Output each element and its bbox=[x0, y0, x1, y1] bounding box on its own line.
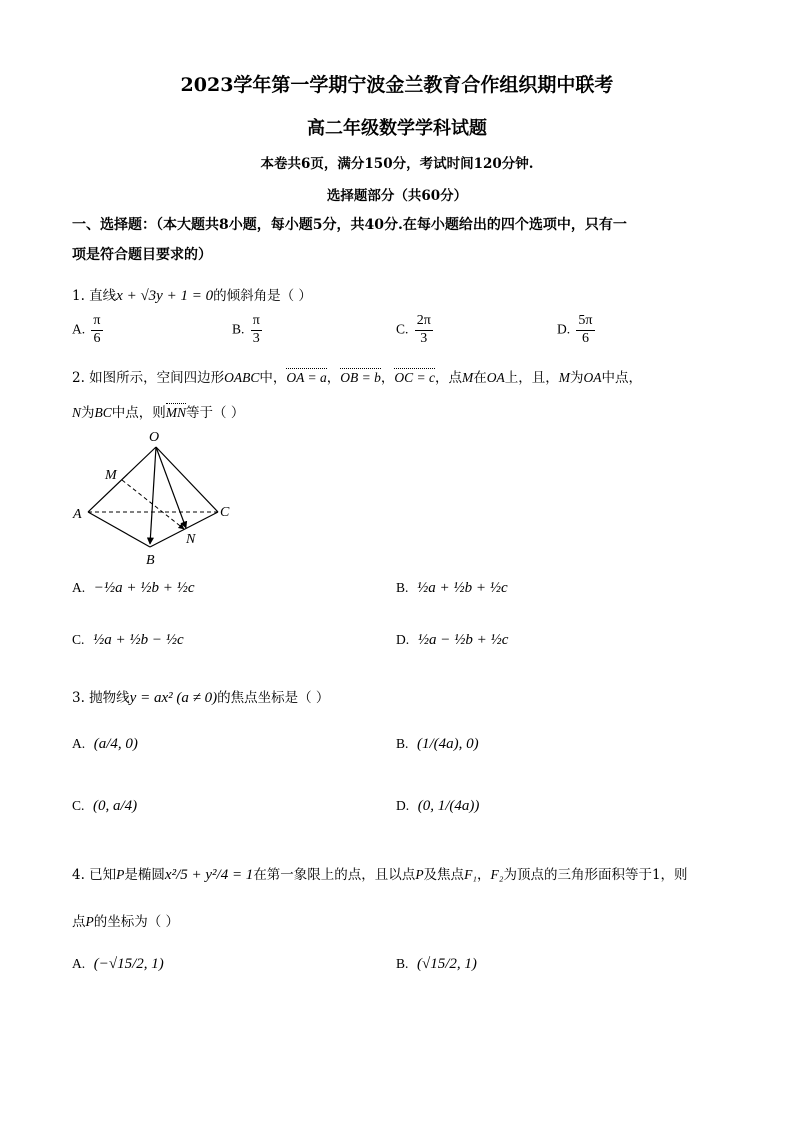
q3-option-b[interactable]: B. (1/(4a), 0) bbox=[396, 736, 479, 752]
question-4-line2: 点P的坐标为（ ） bbox=[72, 914, 180, 930]
q1-option-a[interactable] bbox=[72, 314, 105, 346]
label-m: M bbox=[105, 468, 117, 483]
fraction: $\frac{2\pi}{3}$ bbox=[416, 313, 431, 346]
q3-option-a[interactable]: A. (a/4, 0) bbox=[72, 736, 138, 752]
fraction: $\frac{5\pi}{6}$ bbox=[578, 313, 593, 346]
q1-option-b[interactable] bbox=[232, 314, 264, 346]
q1-suffix: 的倾斜角是（ ） bbox=[213, 288, 312, 304]
q2-option-c[interactable]: C. ½a + ½b − ½c bbox=[72, 632, 184, 648]
section-heading-line2: 项是符合题目要求的） bbox=[72, 247, 212, 263]
fraction: $\frac{\pi}{6}$ bbox=[93, 313, 101, 346]
label-a: A bbox=[73, 507, 82, 522]
option-label: D. bbox=[557, 321, 571, 337]
fraction: $\frac{\pi}{3}$ bbox=[252, 313, 260, 346]
q2-option-b[interactable]: B. ½a + ½b + ½c bbox=[396, 580, 508, 596]
exam-subtitle: 高二年级数学学科试题 bbox=[307, 118, 487, 139]
q2-option-a[interactable]: A. −½a + ½b + ½c bbox=[72, 580, 195, 596]
tetrahedron-figure bbox=[68, 425, 238, 570]
part-heading: 选择题部分（共60分） bbox=[326, 188, 468, 204]
exam-title: 2023学年第一学期宁波金兰教育合作组织期中联考 bbox=[180, 74, 614, 96]
q1-expr: x + √3y + 1 = 0 bbox=[116, 288, 214, 304]
vector-ob: OB = b bbox=[340, 370, 381, 385]
question-1 bbox=[72, 284, 312, 305]
question-3: 3. 抛物线y = ax² (a ≠ 0)的焦点坐标是（ ） bbox=[72, 690, 330, 706]
q3-option-d[interactable]: D. (0, 1/(4a)) bbox=[396, 798, 480, 814]
q4-option-b[interactable]: B. (√15/2, 1) bbox=[396, 956, 477, 972]
q3-expr: y = ax² (a ≠ 0) bbox=[129, 690, 218, 706]
label-b: B bbox=[146, 553, 155, 568]
q2-option-d[interactable]: D. ½a − ½b + ½c bbox=[396, 632, 509, 648]
label-n: N bbox=[186, 532, 196, 547]
question-2-line1: 2. 如图所示，空间四边形OABC中，OA = a，OB = b，OC = c，点M在OA上，且，M为OA中点， bbox=[72, 370, 643, 386]
option-label: B. bbox=[232, 321, 245, 337]
q4-ellipse: x²/5 + y²/4 = 1 bbox=[164, 867, 254, 883]
q1-option-c[interactable] bbox=[396, 314, 435, 346]
question-2-line2: N为BC中点，则MN等于（ ） bbox=[72, 405, 245, 421]
vector-oa: OA = a bbox=[286, 370, 327, 385]
label-o: O bbox=[149, 430, 160, 445]
exam-info: 本卷共6页，满分150分，考试时间120分钟. bbox=[260, 156, 534, 172]
q1-option-d[interactable] bbox=[557, 314, 597, 346]
q1-prefix: 1. 直线 bbox=[72, 288, 117, 304]
section-heading-line1: 一、选择题：（本大题共8小题，每小题5分，共40分.在每小题给出的四个选项中，只有一 bbox=[72, 217, 627, 233]
option-label: A. bbox=[72, 321, 86, 337]
question-4-line1: 4. 已知P是椭圆x²/5 + y²/4 = 1在第一象限上的点，且以点P及焦点F₁，F₂为顶点的三角形面积等于1，则 bbox=[72, 867, 688, 883]
vector-oc: OC = c bbox=[394, 370, 436, 385]
q4-option-a[interactable]: A. (−√15/2, 1) bbox=[72, 956, 164, 972]
option-label: C. bbox=[396, 321, 409, 337]
label-c: C bbox=[220, 505, 230, 520]
vector-mn: MN bbox=[165, 405, 187, 420]
q3-option-c[interactable]: C. (0, a/4) bbox=[72, 798, 138, 814]
